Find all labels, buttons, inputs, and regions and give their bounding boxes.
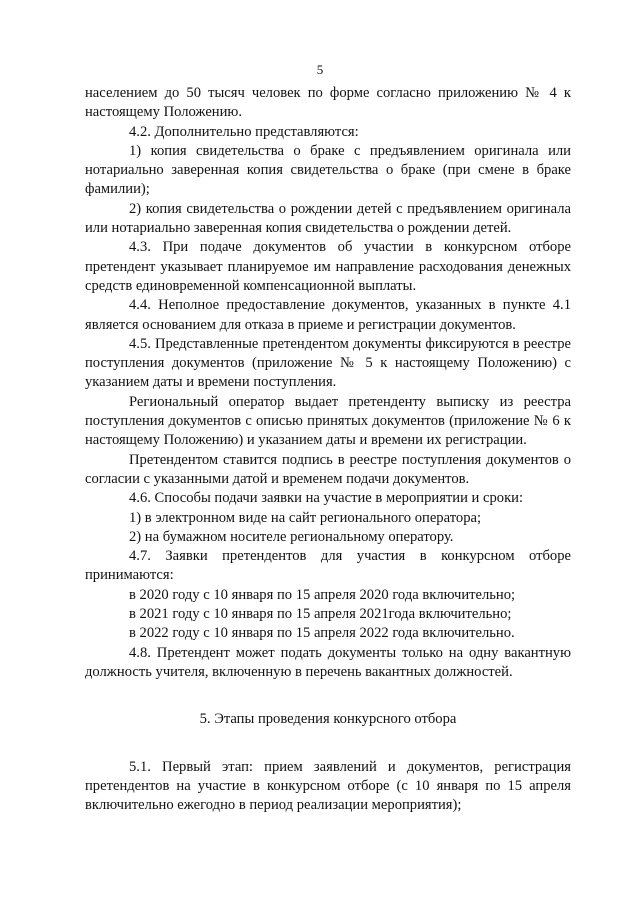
- paragraph: 5.1. Первый этап: прием заявлений и документов, регистрация претендентов на участие в конкурсном отборе (с 10 января по 15 апреля включительно ежегодно в период реализации мероприятия);: [85, 758, 571, 814]
- paragraph: 2) на бумажном носителе региональному оператору.: [129, 528, 454, 545]
- paragraph: 4.3. При подаче документов об участии в конкурсном отборе претендент указывает планируемое им направление расходования денежных средств единовременной компенсационной выплаты.: [85, 239, 571, 294]
- paragraph: населением до 50 тысяч человек по форме согласно приложению № 4 к настоящему Положению.: [85, 85, 571, 121]
- paragraph: 4.8. Претендент может подать документы только на одну вакантную должность учителя, включенную в перечень вакантных должностей.: [85, 644, 571, 680]
- paragraph: 4.7. Заявки претендентов для участия в конкурсном отборе принимаются:: [85, 548, 571, 584]
- paragraph: 4.5. Представленные претендентом документы фиксируются в реестре поступления документов (приложение № 5 к настоящему Положению) с указанием даты и времени поступления.: [85, 335, 571, 391]
- paragraph: 1) копия свидетельства о браке с предъявлением оригинала или нотариально заверенная копия свидетельства о браке (при смене в браке фамилии);: [85, 142, 571, 198]
- paragraph: в 2022 году с 10 января по 15 апреля 2022 года включительно.: [129, 625, 515, 642]
- paragraph: 4.2. Дополнительно представляются:: [129, 123, 359, 140]
- paragraph: в 2021 году с 10 января по 15 апреля 2021года включительно;: [129, 606, 512, 623]
- paragraph: Региональный оператор выдает претенденту выписку из реестра поступления документов с описью принятых документов (приложение № 6 к настоящему Положению) и указанием даты и времени их регистрации.: [85, 393, 571, 449]
- paragraph: Претендентом ставится подпись в реестре поступления документов о согласии с указанными датой и временем подачи документов.: [85, 451, 571, 487]
- paragraph: 4.6. Способы подачи заявки на участие в мероприятии и сроки:: [129, 490, 524, 507]
- document-body: [85, 84, 571, 815]
- section-title: 5. Этапы проведения конкурсного отбора: [199, 711, 457, 728]
- paragraph: в 2020 году с 10 января по 15 апреля 2020 года включительно;: [129, 586, 516, 603]
- paragraph: 1) в электронном виде на сайт регионального оператора;: [129, 509, 482, 526]
- paragraph: 4.4. Неполное предоставление документов, указанных в пункте 4.1 является основанием для отказа в приеме и регистрации документов.: [85, 297, 571, 333]
- paragraph: 2) копия свидетельства о рождении детей с предъявлением оригинала или нотариально заверенная копия свидетельства о рождении детей.: [85, 200, 571, 237]
- page-number: 5: [316, 62, 324, 77]
